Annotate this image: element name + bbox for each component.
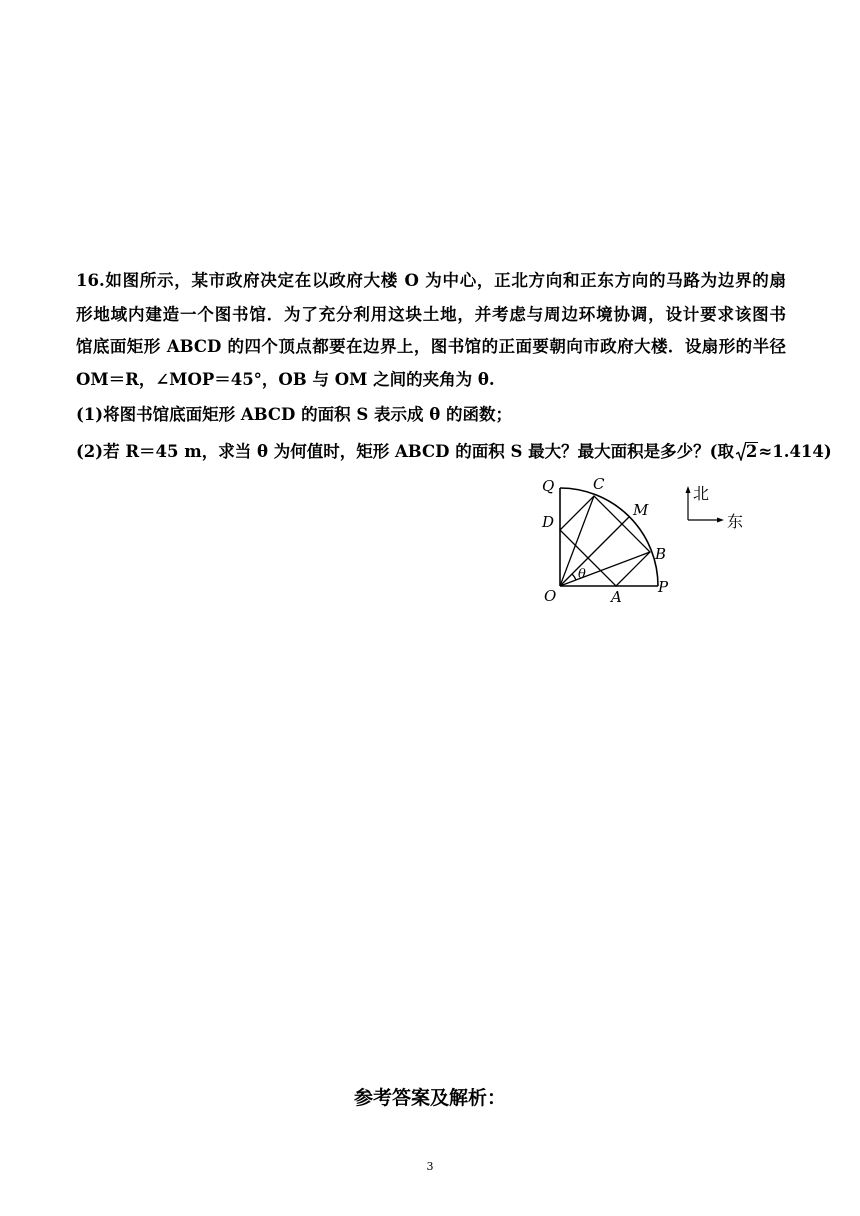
problem-line-1: 16.如图所示，某市政府决定在以政府大楼 O 为中心，正北方向和正东方向的马路为边界的扇	[76, 271, 786, 290]
label-a: A	[611, 588, 622, 606]
label-d: D	[542, 513, 555, 531]
radical-sign	[736, 443, 746, 461]
compass-east-label: 东	[727, 512, 744, 531]
problem-line-2: 形地域内建造一个图书馆．为了充分利用这块土地，并考虑与周边环境协调，设计要求该图书	[76, 305, 786, 324]
segment-oc	[560, 496, 594, 586]
label-b: B	[655, 545, 667, 563]
compass-east-arrow-icon	[717, 518, 724, 523]
label-theta: θ	[578, 567, 586, 582]
label-q: Q	[542, 477, 555, 495]
part-2-text: (2)若 R＝45 m，求当 θ 为何值时，矩形 ABCD 的面积 S 最大？最大面积是多少？(取	[76, 442, 734, 461]
answer-heading: 参考答案及解析：	[353, 1087, 506, 1109]
part-2-tail: ≈1.414)	[758, 442, 832, 461]
problem-line-4: OM＝R，∠MOP＝45°，OB 与 OM 之间的夹角为 θ.	[76, 370, 495, 389]
radicand: 2	[745, 442, 758, 461]
problem-part-1: (1)将图书馆底面矩形 ABCD 的面积 S 表示成 θ 的函数；	[76, 405, 512, 424]
label-p: P	[658, 578, 669, 596]
compass-north-label: 北	[693, 484, 710, 503]
sector-diagram	[532, 472, 772, 608]
compass	[686, 484, 744, 531]
page-number: 3	[426, 1160, 434, 1173]
label-c: C	[593, 475, 605, 493]
problem-line-3: 馆底面矩形 ABCD 的四个顶点都要在边界上，图书馆的正面要朝向市政府大楼．设扇形的半径	[76, 337, 786, 356]
problem-part-2	[76, 442, 832, 462]
segment-om	[560, 517, 629, 586]
angle-mark	[572, 574, 576, 580]
label-m: M	[633, 501, 649, 519]
sqrt-expression	[736, 442, 758, 462]
label-o: O	[544, 587, 557, 605]
segment-ob	[560, 552, 650, 586]
compass-north-arrow-icon	[686, 486, 691, 493]
